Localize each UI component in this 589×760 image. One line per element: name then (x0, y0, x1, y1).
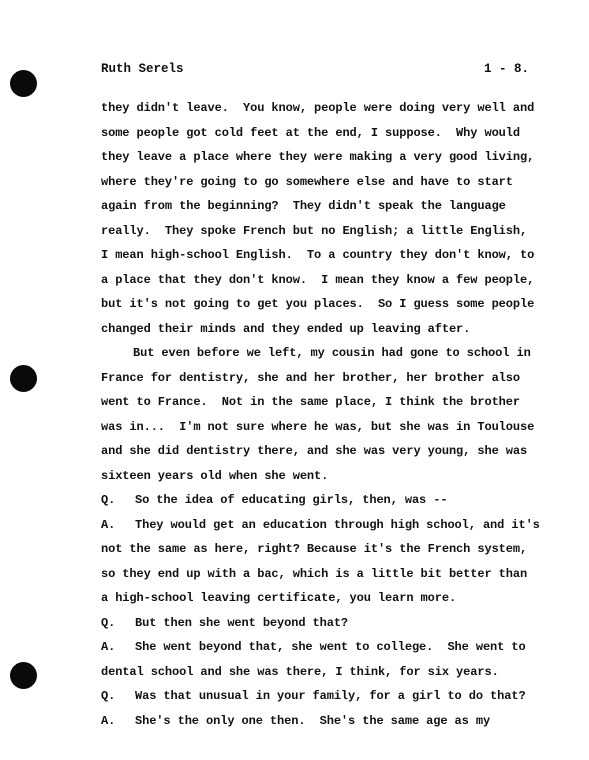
line-text: changed their minds and they ended up leaving after. (101, 321, 471, 336)
line-text: they didn't leave. You know, people were doing very well and (101, 101, 535, 115)
question-marker: Q. (101, 689, 116, 703)
question-marker: Q. (101, 615, 116, 630)
answer-line (101, 635, 535, 660)
line-text: She went beyond that, she went to college. She went to (135, 640, 526, 654)
line-text: went to France. Not in the same place, I think the brother (101, 395, 520, 409)
transcript-line (101, 537, 535, 562)
line-text: dental school and she was there, I think, for six years. (101, 664, 499, 679)
transcript-line (101, 194, 535, 219)
binder-hole-middle (10, 365, 37, 392)
transcript-line (101, 366, 535, 391)
line-text: She's the only one then. She's the same age as my (135, 713, 491, 728)
answer-marker: A. (101, 713, 116, 728)
answer-line (101, 513, 540, 538)
transcript-line (101, 145, 535, 170)
transcript-line (101, 170, 535, 195)
transcript-line (101, 390, 535, 415)
transcript-line (101, 562, 535, 587)
line-text: a place that they don't know. I mean they know a few people, (101, 272, 535, 287)
line-text: Was that unusual in your family, for a girl to do that? (135, 689, 526, 703)
transcript-line (101, 243, 535, 268)
line-text: They would get an education through high school, and it's (135, 517, 540, 532)
question-line (101, 611, 535, 636)
transcript-line (101, 292, 535, 317)
line-text: some people got cold feet at the end, I suppose. Why would (101, 125, 520, 140)
line-text: not the same as here, right? Because it's the French system, (101, 542, 528, 556)
transcript-line (101, 586, 535, 611)
answer-line (101, 709, 535, 734)
line-text: they leave a place where they were making a very good living, (101, 150, 535, 164)
page-header (101, 62, 529, 82)
transcript-line (101, 464, 535, 489)
question-marker: Q. (101, 493, 116, 507)
transcript-line (101, 341, 535, 366)
binder-hole-bottom (10, 662, 37, 689)
line-text: So the idea of educating girls, then, was -- (135, 493, 448, 507)
line-text: was in... I'm not sure where he was, but she was in Toulouse (101, 419, 535, 434)
answer-marker: A. (101, 640, 116, 654)
interviewee-name: Ruth Serels (101, 62, 184, 76)
line-text: again from the beginning? They didn't speak the language (101, 199, 506, 213)
binder-hole-top (10, 70, 37, 97)
line-text: I mean high-school English. To a country they don't know, to (101, 248, 535, 262)
transcript-line (101, 317, 535, 342)
line-text: But even before we left, my cousin had gone to school in (133, 346, 531, 360)
line-text: sixteen years old when she went. (101, 468, 329, 483)
line-text: really. They spoke French but no English; a little English, (101, 223, 528, 238)
transcript-line (101, 660, 535, 685)
line-text: a high-school leaving certificate, you learn more. (101, 591, 457, 605)
line-text: France for dentistry, she and her brother, her brother also (101, 370, 520, 385)
transcript-line (101, 415, 535, 440)
transcript-line (101, 219, 535, 244)
line-text: so they end up with a bac, which is a little bit better than (101, 566, 528, 581)
transcript-line (101, 439, 535, 464)
question-line (101, 684, 535, 709)
line-text: but it's not going to get you places. So I guess some people (101, 297, 535, 311)
transcript-line (101, 121, 535, 146)
line-text: and she did dentistry there, and she was very young, she was (101, 444, 528, 458)
question-line (101, 488, 535, 513)
transcript-line (101, 96, 535, 121)
line-text: where they're going to go somewhere else and have to start (101, 174, 513, 189)
page-number: 1 - 8. (483, 62, 529, 76)
transcript-body (101, 96, 540, 733)
answer-marker: A. (101, 517, 116, 532)
line-text: But then she went beyond that? (135, 615, 349, 630)
transcript-line (101, 268, 535, 293)
